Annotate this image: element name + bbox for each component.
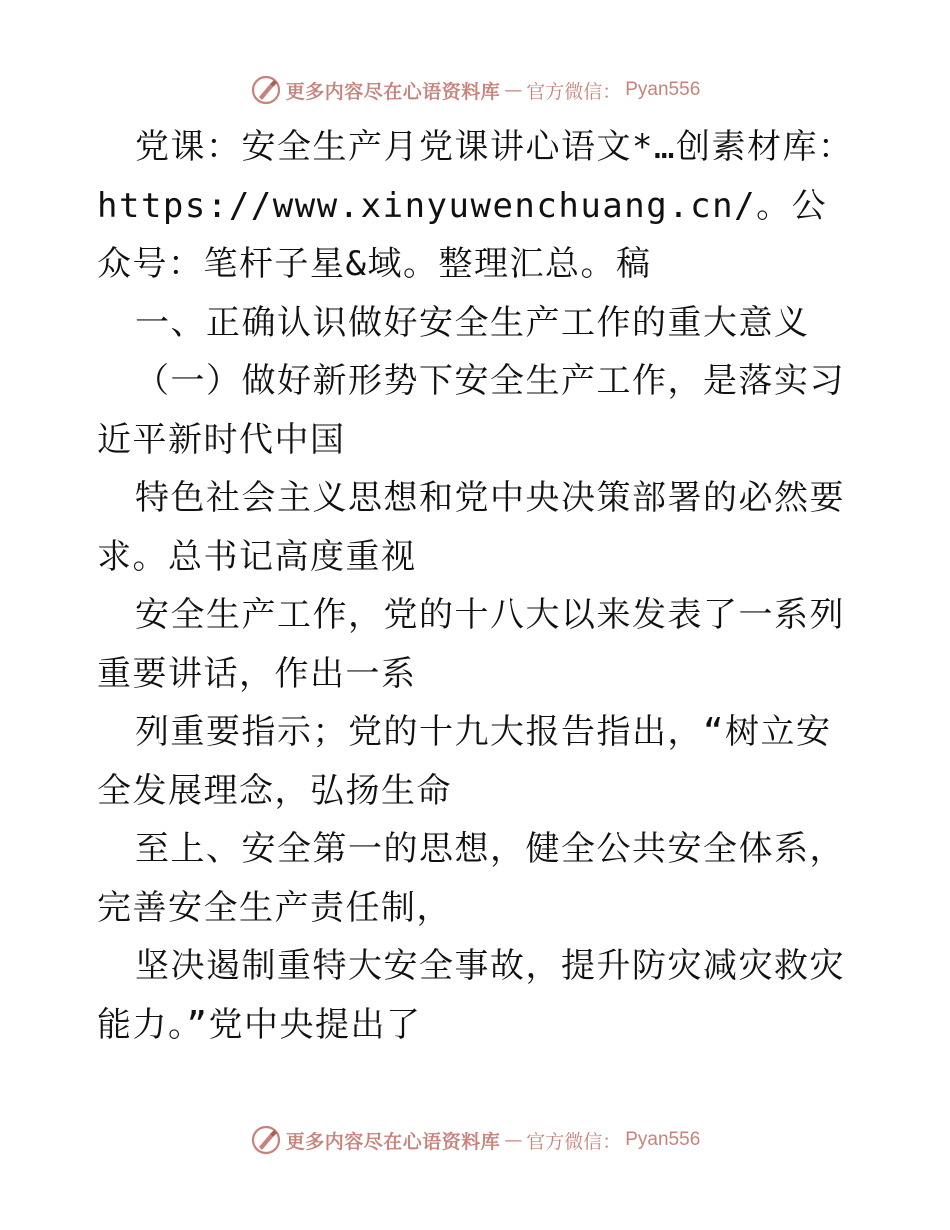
paragraph: 特色社会主义思想和党中央决策部署的必然要求。总书记高度重视: [97, 478, 845, 577]
watermark-contact-id: Pyan556: [625, 1129, 701, 1150]
watermark-brand: [250, 1124, 701, 1156]
watermark-brand: [250, 74, 701, 106]
paragraph: 党课：安全生产月党课讲心语文*…创素材库：https://www.xinyuwenchuang.cn/。公众号：笔杆子星&域。整理汇总。稿: [97, 127, 854, 284]
pen-logo-icon: [250, 1124, 282, 1156]
paragraph: 列重要指示；党的十九大报告指出，“树立安全发展理念，弘扬生命: [97, 712, 832, 811]
paragraph: 至上、安全第一的思想，健全公共安全体系，完善安全生产责任制，: [97, 829, 845, 928]
paragraph: （一）做好新形势下安全生产工作，是落实习近平新时代中国: [97, 361, 845, 460]
watermark-contact-label: 官方微信：: [526, 80, 622, 103]
watermark-contact-id: Pyan556: [625, 79, 701, 100]
document-body: [97, 118, 857, 1054]
pen-logo-icon: [250, 74, 282, 106]
page-header-watermark: [0, 70, 950, 110]
watermark-brand-text: 更多内容尽在心语资料库: [285, 1130, 501, 1153]
watermark-separator: —: [504, 79, 523, 101]
page-footer-watermark: [0, 1120, 950, 1160]
watermark-contact-label: 官方微信：: [526, 1130, 622, 1153]
paragraph: 坚决遏制重特大安全事故，提升防灾减灾救灾能力。”党中央提出了: [97, 946, 845, 1045]
watermark-separator: —: [504, 1129, 523, 1151]
watermark-brand-text: 更多内容尽在心语资料库: [285, 80, 501, 103]
paragraph: 一、正确认识做好安全生产工作的重大意义: [135, 302, 810, 343]
paragraph: 安全生产工作，党的十八大以来发表了一系列重要讲话，作出一系: [97, 595, 845, 694]
